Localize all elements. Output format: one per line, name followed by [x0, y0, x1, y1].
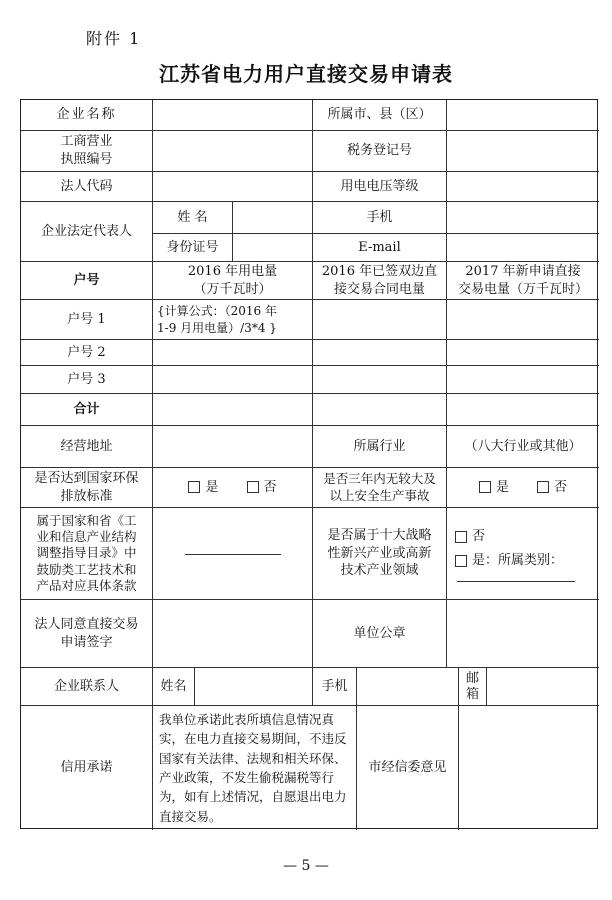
form-title: 江苏省电力用户直接交易申请表 — [159, 62, 453, 86]
rep-name-field[interactable] — [233, 202, 313, 234]
account-1-label: 户号 1 — [21, 300, 153, 340]
contact-mobile-label: 手机 — [313, 668, 357, 706]
formula-note: {计算公式：（2016 年 1-9 月用电量）/3*4 } — [153, 300, 313, 340]
seal-field[interactable] — [447, 600, 599, 668]
catalog-question-label: 属于国家和省《工 业和信息产业结构 调整指导目录》中 鼓励类工艺技术和 产品对应具体条款 — [21, 508, 153, 600]
voltage-label: 用电电压等级 — [313, 172, 447, 202]
business-license-field[interactable] — [153, 131, 313, 172]
catalog-blank-line — [185, 553, 281, 555]
seal-label: 单位公章 — [313, 600, 447, 668]
contact-mobile-field[interactable] — [357, 668, 459, 706]
address-field[interactable] — [153, 426, 313, 468]
yes-label: 是 — [495, 479, 509, 495]
safety-yes-option[interactable] — [479, 479, 509, 497]
category-yes-label: 是：所属类别： — [472, 553, 564, 568]
contact-name-field[interactable] — [195, 668, 313, 706]
no-label: 否 — [263, 479, 277, 495]
credit-label: 信用承诺 — [21, 706, 153, 830]
legal-sign-label: 法人同意直接交易 申请签字 — [21, 600, 153, 668]
rep-mobile-field[interactable] — [447, 202, 599, 234]
legal-code-field[interactable] — [153, 172, 313, 202]
category-blank-line[interactable] — [457, 581, 575, 582]
legal-code-label: 法人代码 — [21, 172, 153, 202]
total-apply-field[interactable] — [447, 394, 599, 426]
voltage-field[interactable] — [447, 172, 599, 202]
checkbox-icon[interactable] — [455, 531, 467, 543]
tax-reg-label: 税务登记号 — [313, 131, 447, 172]
catalog-clause-field[interactable] — [153, 508, 313, 600]
checkbox-icon[interactable] — [537, 481, 549, 493]
attachment-label: 附件 1 — [86, 29, 142, 48]
total-label: 合计 — [21, 394, 153, 426]
opinion-label: 市经信委意见 — [357, 706, 459, 830]
page-number: — 5 — — [283, 858, 329, 874]
env-standard-options — [153, 468, 313, 508]
usage-2016-header: 2016 年用电量 （万千瓦时） — [153, 262, 313, 300]
account-2-label: 户号 2 — [21, 340, 153, 366]
checkbox-icon[interactable] — [247, 481, 259, 493]
contact-label: 企业联系人 — [21, 668, 153, 706]
rep-name-label: 姓 名 — [153, 202, 233, 234]
industry-label: 所属行业 — [313, 426, 447, 468]
mailbox-label: 邮 箱 — [459, 668, 487, 706]
checkbox-icon[interactable] — [479, 481, 491, 493]
safety-options — [447, 468, 599, 508]
strategic-question-label: 是否属于十大战略 性新兴产业或高新 技术产业领域 — [313, 508, 447, 600]
strategic-yes-option[interactable] — [455, 552, 563, 570]
rep-email-label: E-mail — [313, 234, 447, 262]
env-yes-option[interactable] — [188, 479, 218, 497]
mailbox-field[interactable] — [487, 668, 599, 706]
account-3-label: 户号 3 — [21, 366, 153, 394]
legal-rep-label: 企业法定代表人 — [21, 202, 153, 262]
no-label: 否 — [554, 479, 568, 495]
yes-label: 是 — [205, 479, 219, 495]
account-no-header: 户号 — [21, 262, 153, 300]
industry-hint: （八大行业或其他） — [447, 426, 599, 468]
opinion-field[interactable] — [459, 706, 599, 830]
checkbox-icon[interactable] — [188, 481, 200, 493]
apply-2017-header: 2017 年新申请直接 交易电量（万千瓦时） — [447, 262, 599, 300]
env-standard-label: 是否达到国家环保 排放标准 — [21, 468, 153, 508]
rep-id-field[interactable] — [233, 234, 313, 262]
total-usage-field[interactable] — [153, 394, 313, 426]
safety-question-label: 是否三年内无较大及 以上安全生产事故 — [313, 468, 447, 508]
contract-2016-header: 2016 年已签双边直 接交易合同电量 — [313, 262, 447, 300]
account-3-usage-field[interactable] — [153, 366, 313, 394]
account-1-contract-field[interactable] — [313, 300, 447, 340]
no-label: 否 — [472, 529, 486, 545]
contact-name-label: 姓名 — [153, 668, 195, 706]
account-2-contract-field[interactable] — [313, 340, 447, 366]
company-name-label: 企业名称 — [21, 100, 153, 131]
tax-reg-field[interactable] — [447, 131, 599, 172]
account-3-apply-field[interactable] — [447, 366, 599, 394]
city-county-field[interactable] — [447, 100, 599, 131]
credit-commitment-text: 我单位承诺此表所填信息情况真实，在电力直接交易期间，不违反国家有关法律、法规和相关环保、产业政策，不发生偷税漏税等行为，如有上述情况，自愿退出电力直接交易。 — [153, 706, 357, 830]
application-form-table — [20, 99, 598, 829]
checkbox-icon[interactable] — [455, 555, 467, 567]
strategic-no-option[interactable] — [455, 528, 485, 546]
account-2-apply-field[interactable] — [447, 340, 599, 366]
account-2-usage-field[interactable] — [153, 340, 313, 366]
rep-email-field[interactable] — [447, 234, 599, 262]
business-license-label: 工商营业 执照编号 — [21, 131, 153, 172]
address-label: 经营地址 — [21, 426, 153, 468]
env-no-option[interactable] — [247, 479, 277, 497]
safety-no-option[interactable] — [537, 479, 567, 497]
account-3-contract-field[interactable] — [313, 366, 447, 394]
city-county-label: 所属市、县（区） — [313, 100, 447, 131]
rep-mobile-label: 手机 — [313, 202, 447, 234]
total-contract-field[interactable] — [313, 394, 447, 426]
company-name-field[interactable] — [153, 100, 313, 131]
strategic-options — [447, 508, 599, 600]
account-1-apply-field[interactable] — [447, 300, 599, 340]
legal-sign-field[interactable] — [153, 600, 313, 668]
rep-id-label: 身份证号 — [153, 234, 233, 262]
